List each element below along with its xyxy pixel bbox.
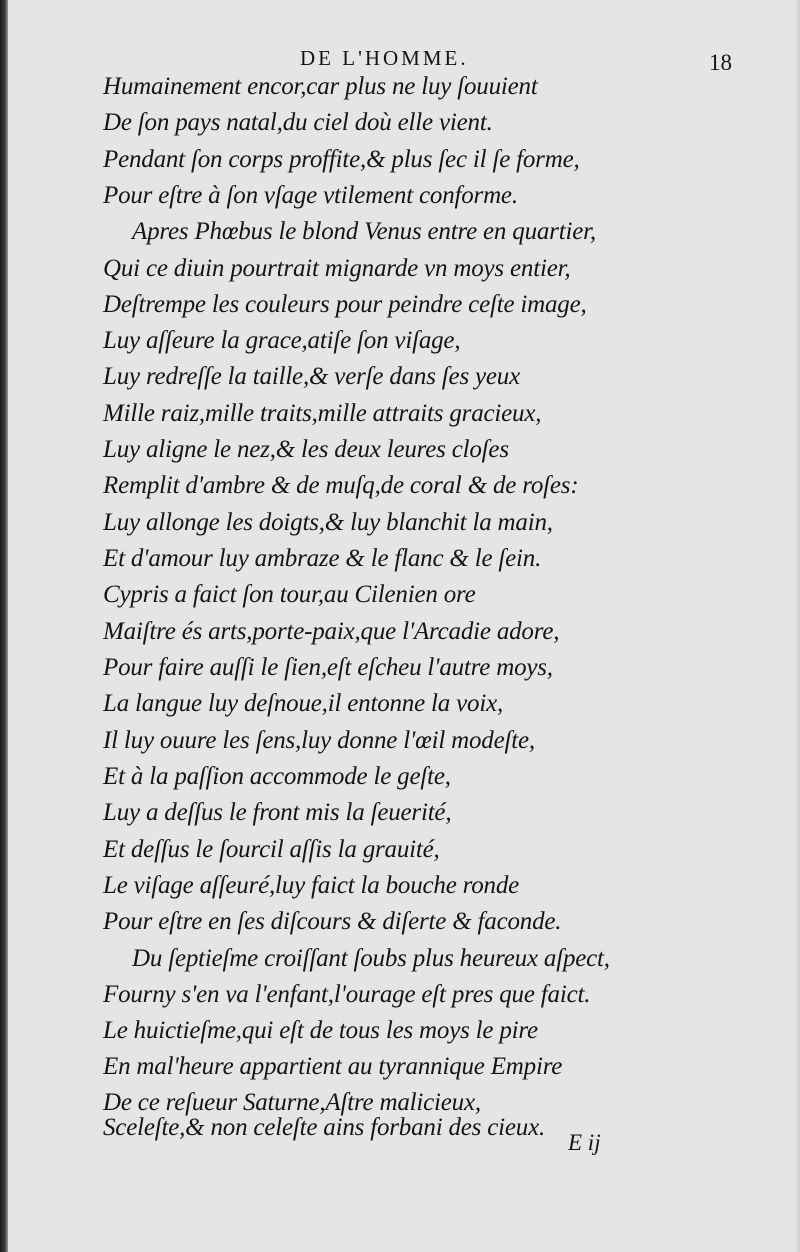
verse-line: Pour faire auſſi le ſien,eſt eſcheu l'autre moys, <box>103 654 553 681</box>
verse-line: Et d'amour luy ambraze & le flanc & le ſein. <box>103 545 542 572</box>
verse-line: Luy redreſſe la taille,& verſe dans ſes yeux <box>103 363 521 390</box>
verse-line: Sceleſte,& non celeſte ains forbani des cieux. <box>103 1114 546 1141</box>
verse-line: Fourny s'en va l'enfant,l'ourage eſt pres que faict. <box>103 981 591 1008</box>
verse-line: Mille raiz,mille traits,mille attraits gracieux, <box>103 400 542 427</box>
scan-edge <box>0 0 8 1252</box>
verse-line: Maiſtre és arts,porte-paix,que l'Arcadie adore, <box>103 618 560 645</box>
verse-line: Pendant ſon corps proffite,& plus ſec il ſe forme, <box>103 146 580 173</box>
page-number: 18 <box>709 50 732 75</box>
running-head: DE L'HOMME. <box>300 46 469 70</box>
verse-line: Il luy ouure les ſens,luy donne l'œil modeſte, <box>103 727 535 754</box>
verse-line: Pour eſtre en ſes diſcours & diſerte & faconde. <box>103 908 562 935</box>
verse-line: Apres Phœbus le blond Venus entre en quartier, <box>132 218 596 245</box>
verse-line: Pour eſtre à ſon vſage vtilement conforme. <box>103 182 518 209</box>
verse-line: Humainement encor,car plus ne luy ſouuient <box>103 73 538 100</box>
verse-line: De ce reſueur Saturne,Aſtre malicieux, <box>103 1089 481 1116</box>
verse-line: En mal'heure appartient au tyrannique Empire <box>103 1053 563 1080</box>
verse-line: Le viſage aſſeuré,luy faict la bouche ronde <box>103 872 520 899</box>
page-shadow <box>794 0 800 1252</box>
verse-line: Luy a deſſus le front mis la ſeuerité, <box>103 799 452 826</box>
verse-line: La langue luy deſnoue,il entonne la voix, <box>103 690 504 717</box>
verse-line: Qui ce diuin pourtrait mignarde vn moys entier, <box>103 255 571 282</box>
verse-line: Deſtrempe les couleurs pour peindre ceſte image, <box>103 291 587 318</box>
verse-line: Luy aligne le nez,& les deux leures cloſes <box>103 436 509 463</box>
signature-mark: E ij <box>568 1130 601 1155</box>
verse-line: Du ſeptieſme croiſſant ſoubs plus heureux aſpect, <box>132 945 610 972</box>
verse-line: Et deſſus le ſourcil aſſis la grauité, <box>103 836 440 863</box>
verse-line: De ſon pays natal,du ciel doù elle vient. <box>103 109 493 136</box>
verse-line: Le huictieſme,qui eſt de tous les moys le pire <box>103 1017 538 1044</box>
verse-line: Luy aſſeure la grace,atiſe ſon viſage, <box>103 327 461 354</box>
verse-line: Luy allonge les doigts,& luy blanchit la main, <box>103 509 553 536</box>
verse-line: Et à la paſſion accommode le geſte, <box>103 763 451 790</box>
verse-line: Remplit d'ambre & de muſq,de coral & de roſes: <box>103 472 579 499</box>
verse-line: Cypris a faict ſon tour,au Cilenien ore <box>103 581 476 608</box>
